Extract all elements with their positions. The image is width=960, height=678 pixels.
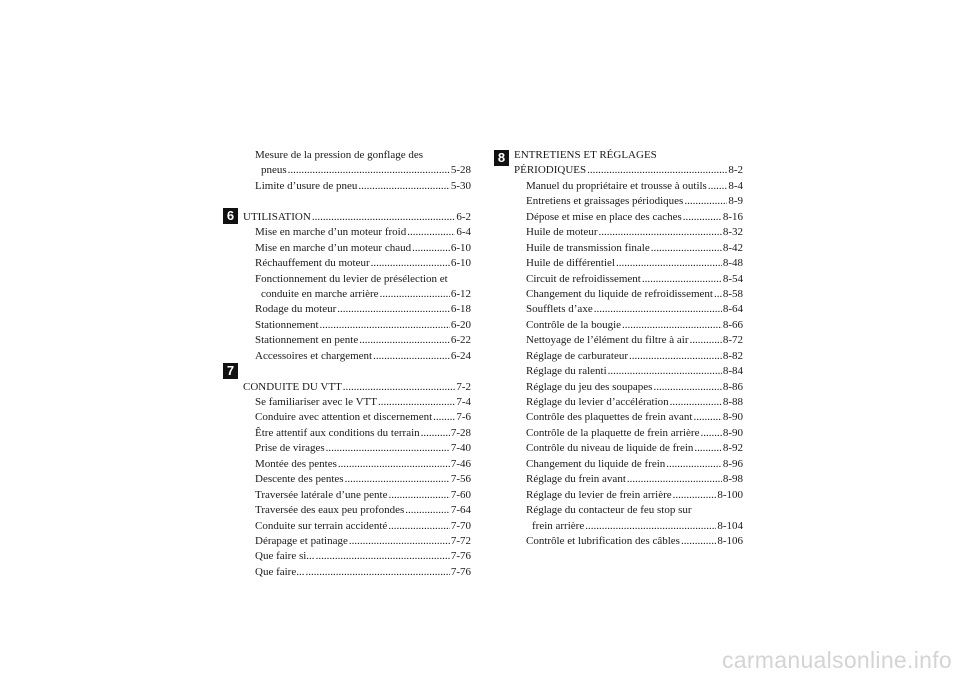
dot-leader	[693, 410, 721, 425]
dot-leader	[407, 225, 455, 240]
toc-entry-page: 7-76	[450, 550, 471, 563]
dot-leader	[594, 302, 722, 317]
toc-entry-title: Prise de virages	[255, 442, 325, 455]
toc-entry-title: pneus	[261, 164, 287, 177]
toc-entry-page: 8-58	[722, 287, 743, 300]
toc-entry-page: 8-54	[722, 272, 743, 285]
toc-entry-title: Stationnement	[255, 318, 319, 331]
toc-entry[interactable]	[514, 488, 743, 503]
dot-leader	[421, 426, 450, 441]
toc-entry-title: Contrôle du niveau de liquide de frein	[526, 442, 694, 455]
toc-entry-page: 8-98	[722, 473, 743, 486]
toc-entry-page: 7-2	[456, 380, 471, 393]
toc-entry-title: Montée des pentes	[255, 457, 337, 470]
toc-entry[interactable]	[514, 272, 743, 287]
toc-entry-page: 8-64	[722, 303, 743, 316]
dot-leader	[433, 410, 455, 425]
dot-leader	[388, 519, 450, 534]
toc-entry-title: Nettoyage de l’élément du filtre à air	[526, 334, 689, 347]
chapter-7-title[interactable]	[243, 380, 471, 395]
toc-entry-title: Réglage du ralenti	[526, 365, 607, 378]
toc-entry[interactable]	[243, 441, 471, 456]
dot-leader	[326, 441, 450, 456]
toc-entry: Fonctionnement du levier de présélection et	[255, 272, 448, 285]
dot-leader	[651, 241, 722, 256]
toc-entry-title: Accessoires et chargement	[255, 349, 373, 362]
dot-leader	[666, 457, 722, 472]
toc-entry-page: 8-82	[722, 349, 743, 362]
toc-entry-title: Mise en marche d’un moteur chaud	[255, 241, 412, 254]
dot-leader	[405, 503, 450, 518]
toc-entry-title: Conduite sur terrain accidenté	[255, 519, 388, 532]
chapter-8-tab[interactable]: 8	[494, 150, 509, 166]
dot-leader	[378, 395, 455, 410]
toc-entry[interactable]	[514, 364, 743, 379]
toc-entry-title: Traversée latérale d’une pente	[255, 488, 388, 501]
toc-entry-page: 8-88	[722, 396, 743, 408]
dot-leader	[349, 534, 450, 549]
dot-leader	[627, 472, 722, 487]
toc-entry-page: 7-40	[450, 442, 471, 455]
dot-leader	[288, 163, 450, 178]
toc-entry[interactable]	[514, 287, 743, 302]
toc-entry-page: 8-106	[717, 534, 743, 547]
dot-leader	[670, 395, 722, 410]
toc-entry[interactable]	[514, 426, 743, 441]
toc-entry-page: 8-72	[722, 334, 743, 347]
dot-leader	[338, 457, 450, 472]
dot-leader	[412, 241, 450, 256]
toc-entry-page: 6-12	[450, 287, 471, 300]
toc-entry-title: Réglage du frein avant	[526, 473, 626, 486]
toc-entry-title: CONDUITE DU VTT	[243, 380, 342, 393]
toc-entry-title: Dérapage et patinage	[255, 534, 348, 547]
toc-entry-title: conduite en marche arrière	[261, 287, 379, 300]
toc-entry-page: 8-16	[722, 210, 743, 223]
dot-leader	[312, 210, 456, 225]
dot-leader	[653, 380, 721, 395]
dot-leader	[684, 194, 727, 209]
toc-entry[interactable]	[514, 534, 743, 549]
toc-entry-page: 8-86	[722, 380, 743, 393]
dot-leader	[345, 472, 450, 487]
toc-entry[interactable]	[514, 333, 743, 348]
toc-entry-page: 8-66	[722, 318, 743, 331]
dot-leader	[689, 333, 721, 348]
toc-entry-page: 6-4	[456, 226, 471, 239]
toc-entry-title: Rodage du moteur	[255, 303, 337, 316]
toc-entry[interactable]	[514, 441, 743, 456]
toc-entry-title: Réglage de carburateur	[526, 349, 628, 362]
toc-entry-page: 5-30	[450, 179, 471, 192]
dot-leader	[673, 488, 717, 503]
dot-leader	[371, 256, 450, 271]
toc-entry-title: Circuit de refroidissement	[526, 272, 641, 285]
toc-entry-page: 7-70	[450, 519, 471, 532]
toc-entry-page: 6-22	[450, 334, 471, 347]
toc-entry-page: 7-72	[450, 534, 471, 547]
dot-leader	[380, 287, 450, 302]
chapter-8-title[interactable]	[514, 163, 743, 178]
dot-leader	[343, 380, 456, 395]
toc-entry[interactable]	[514, 349, 743, 364]
toc-entry-page: 8-84	[722, 365, 743, 378]
toc-entry[interactable]	[514, 256, 743, 271]
toc-entry-title: Soufflets d’axe	[526, 303, 593, 316]
dot-leader	[681, 534, 716, 549]
dot-leader	[598, 225, 721, 240]
toc-entry[interactable]	[514, 519, 743, 534]
toc-entry-page: 8-96	[722, 457, 743, 470]
dot-leader	[305, 565, 449, 580]
chapter-6-tab[interactable]: 6	[223, 208, 238, 224]
toc-entry[interactable]	[514, 302, 743, 317]
toc-entry-title: Mise en marche d’un moteur froid	[255, 226, 407, 239]
toc-entry-title: Changement du liquide de frein	[526, 457, 666, 470]
toc-entry[interactable]	[243, 163, 471, 178]
dot-leader	[616, 256, 722, 271]
toc-entry[interactable]	[243, 287, 471, 302]
dot-leader	[608, 364, 722, 379]
toc-entry-page: 7-28	[450, 426, 471, 439]
toc-entry[interactable]	[243, 457, 471, 472]
toc-entry[interactable]	[514, 472, 743, 487]
toc-entry-title: Stationnement en pente	[255, 334, 359, 347]
toc-entry[interactable]	[243, 318, 471, 333]
toc-entry[interactable]	[243, 565, 471, 580]
toc-entry-page: 6-18	[450, 303, 471, 316]
toc-entry-page: 6-10	[450, 241, 471, 254]
toc-entry-title: Entretiens et graissages périodiques	[526, 195, 684, 208]
toc-entry-page: 8-32	[722, 226, 743, 239]
toc-entry-page: 7-4	[456, 396, 471, 408]
dot-leader	[694, 441, 721, 456]
toc-entry-page: 8-9	[728, 195, 743, 208]
toc-entry[interactable]	[243, 410, 471, 425]
toc-entry-page: 7-46	[450, 457, 471, 470]
dot-leader	[683, 210, 722, 225]
toc-entry[interactable]	[514, 179, 743, 194]
toc-entry-title: Réglage du levier de frein arrière	[526, 488, 672, 501]
toc-entry-page: 8-4	[728, 179, 743, 192]
chapter-7-tab[interactable]: 7	[223, 363, 238, 379]
toc-entry-title: Réglage du jeu des soupapes	[526, 380, 653, 393]
toc-entry-title: Manuel du propriétaire et trousse à outils	[526, 179, 707, 192]
toc-left-column	[243, 148, 471, 580]
toc-entry-title: Réchauffement du moteur	[255, 257, 370, 270]
toc-entry[interactable]	[243, 534, 471, 549]
toc-entry-page: 6-24	[450, 349, 471, 362]
toc-entry-title: Descente des pentes	[255, 473, 344, 486]
toc-entry-title: Contrôle de la bougie	[526, 318, 622, 331]
toc-entry[interactable]	[243, 302, 471, 317]
toc-entry[interactable]	[243, 395, 471, 410]
toc-entry-page: 8-100	[717, 488, 743, 501]
toc-entry[interactable]	[243, 349, 471, 364]
toc-entry-title: Se familiariser avec le VTT	[255, 396, 377, 408]
dot-leader	[708, 179, 727, 194]
dot-leader	[316, 549, 450, 564]
toc-entry-page: 8-2	[728, 164, 743, 177]
toc-entry[interactable]	[243, 241, 471, 256]
chapter-6-title[interactable]	[243, 210, 471, 225]
toc-entry[interactable]	[514, 318, 743, 333]
dot-leader	[629, 349, 722, 364]
dot-leader	[714, 287, 722, 302]
toc-entry-page: 8-48	[722, 257, 743, 270]
dot-leader	[587, 163, 727, 178]
toc-entry[interactable]	[243, 488, 471, 503]
toc-entry-title: Réglage du levier d’accélération	[526, 396, 669, 408]
toc-entry-title: Que faire si...	[255, 550, 315, 563]
dot-leader	[358, 179, 449, 194]
watermark: carmanualsonline.info	[721, 647, 952, 673]
toc-entry-title: UTILISATION	[243, 210, 311, 223]
dot-leader	[373, 349, 450, 364]
toc-entry[interactable]	[514, 380, 743, 395]
toc-entry-title: frein arrière	[532, 519, 585, 532]
toc-entry-page: 8-92	[722, 442, 743, 455]
toc-entry-page: 6-10	[450, 257, 471, 270]
toc-entry[interactable]	[514, 210, 743, 225]
toc-entry-title: PÉRIODIQUES	[514, 164, 587, 177]
dot-leader	[585, 519, 716, 534]
toc-entry[interactable]	[243, 179, 471, 194]
toc-entry-title: Que faire...	[255, 565, 305, 578]
toc-entry[interactable]	[514, 194, 743, 209]
toc-entry-title: Contrôle des plaquettes de frein avant	[526, 411, 693, 424]
toc-entry-title: Être attentif aux conditions du terrain	[255, 426, 420, 439]
dot-leader	[388, 488, 449, 503]
toc-entry-page: 8-90	[722, 411, 743, 424]
toc-entry-title: Huile de différentiel	[526, 257, 615, 270]
toc-entry[interactable]	[514, 241, 743, 256]
toc-entry-title: Conduire avec attention et discernement	[255, 411, 433, 424]
toc-entry[interactable]	[243, 503, 471, 518]
toc-entry[interactable]	[243, 256, 471, 271]
toc-entry-title: Dépose et mise en place des caches	[526, 210, 682, 223]
toc-entry[interactable]	[514, 225, 743, 240]
toc-entry-title: Contrôle de la plaquette de frein arrière	[526, 426, 700, 439]
toc-entry: Réglage du contacteur de feu stop sur	[526, 504, 692, 517]
dot-leader	[337, 302, 450, 317]
toc-entry[interactable]	[514, 410, 743, 425]
toc-entry-page: 7-76	[450, 565, 471, 578]
toc-entry[interactable]	[514, 395, 743, 410]
toc-entry[interactable]	[243, 333, 471, 348]
toc-entry-page: 7-60	[450, 488, 471, 501]
toc-right-column	[514, 148, 743, 549]
toc-entry-title: Changement du liquide de refroidissement	[526, 287, 713, 300]
dot-leader	[642, 272, 722, 287]
dot-leader	[700, 426, 721, 441]
dot-leader	[320, 318, 450, 333]
dot-leader	[622, 318, 722, 333]
toc-entry-page: 7-64	[450, 504, 471, 517]
toc-entry-page: 5-28	[450, 164, 471, 177]
toc-entry: Mesure de la pression de gonflage des	[255, 149, 424, 161]
toc-entry-title: Huile de transmission finale	[526, 241, 650, 254]
toc-entry[interactable]	[243, 225, 471, 240]
toc-entry-page: 6-2	[456, 210, 471, 223]
toc-entry-page: 6-20	[450, 318, 471, 331]
toc-entry[interactable]	[514, 457, 743, 472]
toc-entry-title: Contrôle et lubrification des câbles	[526, 534, 680, 547]
toc-entry[interactable]	[243, 472, 471, 487]
dot-leader	[359, 333, 450, 348]
toc-entry-page: 7-6	[456, 411, 471, 424]
toc-entry[interactable]	[243, 426, 471, 441]
toc-entry-page: 8-104	[717, 519, 743, 532]
toc-entry-title: Traversée des eaux peu profondes	[255, 504, 405, 517]
toc-entry-title: Huile de moteur	[526, 226, 598, 239]
toc-entry-title: Limite d’usure de pneu	[255, 179, 358, 192]
toc-entry-page: 7-56	[450, 473, 471, 486]
toc-entry[interactable]	[243, 519, 471, 534]
toc-entry-page: 8-42	[722, 241, 743, 254]
toc-entry-page: 8-90	[722, 426, 743, 439]
chapter-8-title-line1: ENTRETIENS ET RÉGLAGES	[514, 149, 657, 161]
toc-entry[interactable]	[243, 549, 471, 564]
